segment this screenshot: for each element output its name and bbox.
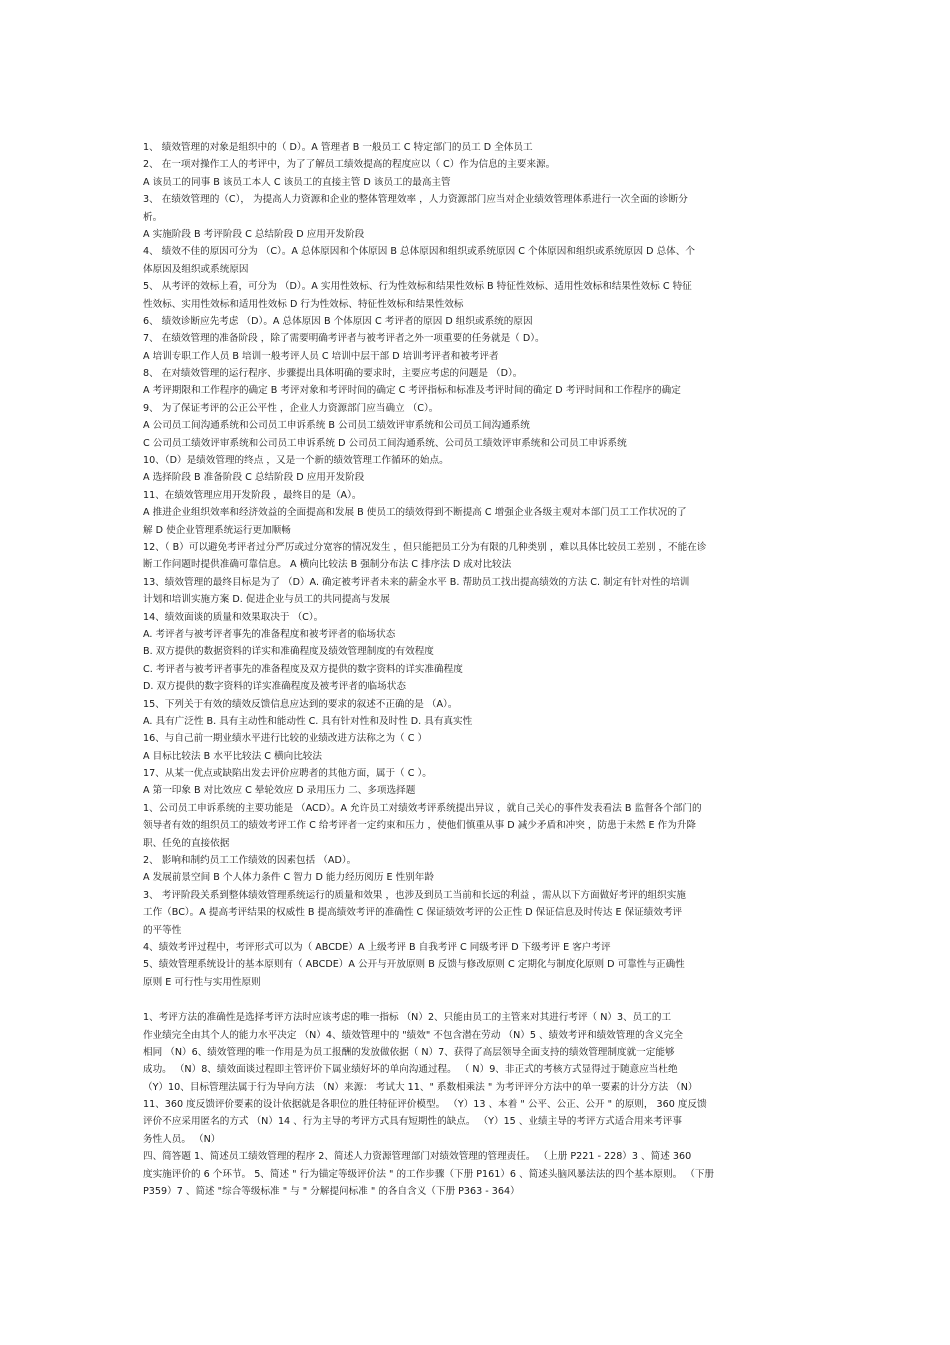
text-line: A 目标比较法 B 水平比较法 C 横向比较法 xyxy=(143,750,322,762)
text-line: 15、下列关于有效的绩效反馈信息应达到的要求的叙述不正确的是 （A）。 xyxy=(143,698,458,710)
text-line: 职、任免的直接依据 xyxy=(143,837,230,849)
text-line: 2、 在一项对操作工人的考评中，为了了解员工绩效提高的程度应以（ C）作为信息的主要来源。 xyxy=(143,159,556,171)
text-line: 4、绩效考评过程中，考评形式可以为（ ABCDE）A 上级考评 B 自我考评 C 同级考评 D 下级考评 E 客户考评 xyxy=(143,941,611,953)
text-line: 11、在绩效管理应用开发阶段 ，最终目的是（A）。 xyxy=(143,489,362,501)
text-line: 计划和培训实施方案 D. 促进企业与员工的共同提高与发展 xyxy=(143,594,390,606)
text-line: 断工作问题时提供准确可靠信息。 A 横向比较法 B 强制分布法 C 排序法 D 成对比较法 xyxy=(143,559,512,571)
judgment-and-short-answer-section xyxy=(143,1009,807,1200)
text-line: A 实施阶段 B 考评阶段 C 总结阶段 D 应用开发阶段 xyxy=(143,228,365,240)
text-line: A. 考评者与被考评者事先的准备程度和被考评者的临场状态 xyxy=(143,628,396,640)
text-line: 14、绩效面谈的质量和效果取决于 （C）。 xyxy=(143,611,324,623)
text-line: 度实施评价的 6 个环节。 5、简述 " 行为锚定等级评价法 " 的工作步骤（下册 P161）6 、简述头脑风暴法法的四个基本原则。 （下册 xyxy=(143,1168,715,1180)
text-line: D. 双方提供的数字资料的详实准确程度及被考评者的临场状态 xyxy=(143,681,406,693)
text-line: A 培训专职工作人员 B 培训一般考评人员 C 培训中层干部 D 培训考评者和被考评者 xyxy=(143,350,499,362)
text-line: 9、 为了保证考评的公正公平性 ，企业人力资源部门应当确立 （C）。 xyxy=(143,402,439,414)
text-line: 1、 绩效管理的对象是组织中的（ D）。A 管理者 B 一般员工 C 特定部门的员工 D 全体员工 xyxy=(143,142,533,153)
text-line: 11、360 度反馈评价要素的设计依据就是各职位的胜任特征评价模型。 （Y）13 、本着 " 公平、公正、公开 " 的原则， 360 度反馈 xyxy=(143,1099,707,1111)
text-line: A 公司员工间沟通系统和公司员工申诉系统 B 公司员工绩效评审系统和公司员工间沟通系统 xyxy=(143,420,530,432)
text-line: 领导者有效的组织员工的绩效考评工作 C 给考评者一定约束和压力 ，使他们慎重从事 D 减少矛盾和冲突 ，防患于未然 E 作为升降 xyxy=(143,820,697,832)
text-line: 5、 从考评的效标上看，可分为 （D）。A 实用性效标、行为性效标和结果性效标 B 特征性效标、适用性效标和结果性效标 C 特征 xyxy=(143,281,692,293)
text-line: 四、简答题 1、简述员工绩效管理的程序 2、简述人力资源管理部门对绩效管理的管理责任。 （上册 P221 - 228）3 、简述 360 xyxy=(143,1151,692,1163)
text-line: P359）7 、简述 "综合等级标准 " 与 " 分解提问标准 " 的各自含义（下册 P363 - 364） xyxy=(143,1186,520,1198)
text-line: A. 具有广泛性 B. 具有主动性和能动性 C. 具有针对性和及时性 D. 具有真实性 xyxy=(143,715,473,727)
text-line: 析。 xyxy=(143,211,163,223)
text-line: 13、绩效管理的最终目标是为了 （D）A. 确定被考评者未来的薪金水平 B. 帮助员工找出提高绩效的方法 C. 制定有针对性的培训 xyxy=(143,576,690,588)
text-line: 1、考评方法的准确性是选择考评方法时应该考虑的唯一指标 （N）2、只能由员工的主管来对其进行考评（ N）3、员工的工 xyxy=(143,1012,672,1024)
text-line: 性效标、实用性效标和适用性效标 D 行为性效标、特征性效标和结果性效标 xyxy=(143,298,464,310)
text-line: 解 D 使企业管理系统运行更加顺畅 xyxy=(143,524,291,536)
text-line: 的平等性 xyxy=(143,924,182,936)
text-line: 务性人员。 （N） xyxy=(143,1133,221,1145)
text-line: 1、公司员工申诉系统的主要功能是 （ACD）。A 允许员工对绩效考评系统提出异议 ，就自己关心的事件发表看法 B 监督各个部门的 xyxy=(143,802,702,814)
choice-questions-section xyxy=(143,139,807,991)
text-line: 2、 影响和制约员工工作绩效的因素包括 （AD）。 xyxy=(143,855,357,867)
text-line: 原则 E 可行性与实用性原则 xyxy=(143,976,261,988)
text-line: A 第一印象 B 对比效应 C 晕轮效应 D 录用压力 二、多项选择题 xyxy=(143,785,416,797)
text-line: 成功。 （N）8、绩效面谈过程即主管评价下属业绩好坏的单向沟通过程。 （ N）9、非正式的考核方式显得过于随意应当杜绝 xyxy=(143,1064,678,1076)
text-line: A 该员工的同事 B 该员工本人 C 该员工的直接主管 D 该员工的最高主管 xyxy=(143,176,451,188)
text-line: 评价不应采用匿名的方式 （N）14 、行为主导的考评方式具有短期性的缺点。 （Y）15 、业绩主导的考评方式适合用来考评事 xyxy=(143,1116,682,1128)
text-line: 3、 考评阶段关系到整体绩效管理系统运行的质量和效果 ，也涉及到员工当前和长远的利益 ，需从以下方面做好考评的组织实施 xyxy=(143,889,686,901)
text-line: 工作（BC）。A 提高考评结果的权威性 B 提高绩效考评的准确性 C 保证绩效考评的公正性 D 保证信息及时传达 E 保证绩效考评 xyxy=(143,907,683,919)
text-line: A 发展前景空间 B 个人体力条件 C 智力 D 能力经历阅历 E 性别年龄 xyxy=(143,872,434,884)
text-line: 4、 绩效不佳的原因可分为 （C）。A 总体原因和个体原因 B 总体原因和组织或系统原因 C 个体原因和组织或系统原因 D 总体、个 xyxy=(143,246,695,258)
text-line: 体原因及组织或系统原因 xyxy=(143,263,249,275)
text-line: 10、（D）是绩效管理的终点 ，又是一个新的绩效管理工作循环的始点。 xyxy=(143,455,449,467)
text-line: A 推进企业组织效率和经济效益的全面提高和发展 B 使员工的绩效得到不断提高 C 增强企业各级主观对本部门员工工作状况的了 xyxy=(143,507,687,519)
text-line: A 选择阶段 B 准备阶段 C 总结阶段 D 应用开发阶段 xyxy=(143,472,365,484)
text-line: C. 考评者与被考评者事先的准备程度及双方提供的数字资料的详实准确程度 xyxy=(143,663,463,675)
text-line: A 考评期限和工作程序的确定 B 考评对象和考评时间的确定 C 考评指标和标准及考评时间的确定 D 考评时间和工作程序的确定 xyxy=(143,385,681,397)
document-body xyxy=(143,139,807,1200)
section-gap xyxy=(143,991,807,1009)
text-line: （Y）10、目标管理法属于行为导向方法 （N）来源： 考试大 11、" 系数相乘法 " 为考评评分方法中的单一要素的计分方法 （N） xyxy=(143,1081,698,1093)
text-line: 相同 （N）6、绩效管理的唯一作用是为员工报酬的发放做依据（ N）7、获得了高层领导全面支持的绩效管理制度就一定能够 xyxy=(143,1046,675,1058)
text-line: 5、绩效管理系统设计的基本原则有（ ABCDE）A 公开与开放原则 B 反馈与修改原则 C 定期化与制度化原则 D 可靠性与正确性 xyxy=(143,959,685,971)
text-line: C 公司员工绩效评审系统和公司员工申诉系统 D 公司员工间沟通系统、公司员工绩效评审系统和公司员工申诉系统 xyxy=(143,437,627,449)
text-line: 8、 在对绩效管理的运行程序、步骤提出具体明确的要求时，主要应考虑的问题是 （D）。 xyxy=(143,368,523,380)
text-line: 3、 在绩效管理的（C）， 为提高人力资源和企业的整体管理效率 ，人力资源部门应当对企业绩效管理体系进行一次全面的诊断分 xyxy=(143,194,688,206)
text-line: 12、（ B）可以避免考评者过分严厉或过分宽容的情况发生 ，但只能把员工分为有限的几种类别 ，难以具体比较员工差别 ，不能在诊 xyxy=(143,541,707,553)
text-line: 6、 绩效诊断应先考虑 （D）。A 总体原因 B 个体原因 C 考评者的原因 D 组织或系统的原因 xyxy=(143,315,533,327)
text-line: 17、从某一优点或缺陷出发去评价应聘者的其他方面，属于（ C ）。 xyxy=(143,768,432,780)
text-line: B. 双方提供的数据资料的详实和准确程度及绩效管理制度的有效程度 xyxy=(143,646,434,658)
text-line: 7、 在绩效管理的准备阶段 ，除了需要明确考评者与被考评者之外一项重要的任务就是（ D）。 xyxy=(143,333,545,345)
text-line: 16、与自己前一期业绩水平进行比较的业绩改进方法称之为（ C ） xyxy=(143,733,428,745)
text-line: 作业绩完全由其个人的能力水平决定 （N）4、绩效管理中的 "绩效" 不包含潜在劳动 （N）5 、绩效考评和绩效管理的含义完全 xyxy=(143,1029,683,1041)
